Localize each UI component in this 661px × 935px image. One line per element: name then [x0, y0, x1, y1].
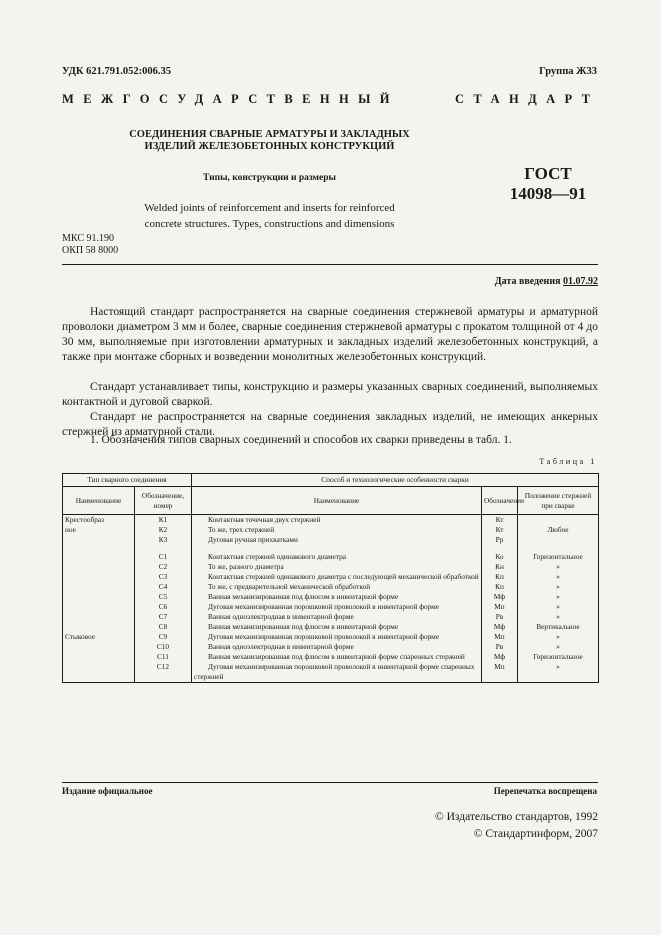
cell-position: Горизонтальное [518, 652, 599, 662]
cell-method: То же, трех стержней [192, 525, 482, 535]
cell-designation: Мп [482, 662, 518, 683]
cell-designation: Ко [482, 545, 518, 562]
cell-method: Дуговая механизированная порошковой проволокой в инвентарной форме [192, 602, 482, 612]
cell-joint-code: С3 [135, 572, 192, 582]
document-subtitle: Типы, конструкции и размеры [203, 173, 336, 183]
cell-designation: Кт [482, 515, 518, 526]
col-joint-code: Обозначение, номер [135, 487, 192, 515]
cell-joint-code: С5 [135, 592, 192, 602]
cell-designation: Кн [482, 562, 518, 572]
cell-designation: Кп [482, 582, 518, 592]
cell-method: Контактная стержней одинакового диаметра с последующей механической обработкой [192, 572, 482, 582]
header-divider [62, 264, 598, 265]
cell-joint-code: С7 [135, 612, 192, 622]
cell-position: » [518, 592, 599, 602]
table-row [63, 562, 599, 572]
cell-designation: Мп [482, 602, 518, 612]
table-row [63, 632, 599, 642]
table-row [63, 622, 599, 632]
cell-position: Вертикальное [518, 622, 599, 632]
table-row [63, 525, 599, 535]
cell-position: » [518, 572, 599, 582]
standard-type-word1: МЕЖГОСУДАРСТВЕННЫЙ [62, 92, 399, 106]
okp-code: ОКП 58 8000 [62, 245, 119, 256]
cell-method: Контактная точечная двух стержней [192, 515, 482, 526]
cell-joint-code: С12 [135, 662, 192, 683]
cell-joint-code: С4 [135, 582, 192, 592]
cell-joint-code: С1 [135, 545, 192, 562]
cell-position: » [518, 602, 599, 612]
col-bar-position: Положение стержней при сварке [518, 487, 599, 515]
table-row [63, 602, 599, 612]
cell-method: Ванная механизированная под флюсом в инвентарной форме [192, 592, 482, 602]
cell-joint-code: С9 [135, 632, 192, 642]
udk-code: УДК 621.791.052:006.35 [62, 66, 171, 77]
cell-joint-type: Крестообраз [63, 515, 135, 526]
cell-designation: Кт [482, 525, 518, 535]
cell-joint-type [63, 602, 135, 612]
paragraph-establishes: Стандарт устанавливает типы, конструкцию и размеры указанных сварных соединений, выполняемых контактной и дуговой сваркой. [62, 381, 598, 408]
group-code: Группа Ж33 [539, 66, 597, 77]
cell-joint-type [63, 652, 135, 662]
cell-joint-code: С2 [135, 562, 192, 572]
cell-joint-code: К1 [135, 515, 192, 526]
cell-position [518, 535, 599, 545]
cell-joint-code: С6 [135, 602, 192, 612]
english-title-line-1: Welded joints of reinforcement and inserts for reinforced [144, 202, 395, 214]
gost-label: ГОСТ [524, 164, 572, 183]
english-title-line-2: concrete structures. Types, constructions and dimensions [144, 218, 395, 230]
table-row [63, 515, 599, 526]
cell-joint-code: С10 [135, 642, 192, 652]
col-joint-name: Наименование [63, 487, 135, 515]
official-edition-note: Издание официальное [62, 786, 153, 796]
cell-method: Дуговая механизированная порошковой проволокой в инвентарной форме [192, 632, 482, 642]
cell-joint-code: К2 [135, 525, 192, 535]
title-line-2: ИЗДЕЛИЙ ЖЕЛЕЗОБЕТОННЫХ КОНСТРУКЦИЙ [144, 141, 395, 152]
cell-designation: Кп [482, 572, 518, 582]
cell-joint-type [63, 662, 135, 683]
cell-method: Ванная одноэлектродная в инвентарной форме [192, 642, 482, 652]
cell-position: » [518, 632, 599, 642]
cell-joint-type [63, 572, 135, 582]
cell-position: » [518, 662, 599, 683]
cell-joint-type [63, 582, 135, 592]
title-line-1: СОЕДИНЕНИЯ СВАРНЫЕ АРМАТУРЫ И ЗАКЛАДНЫХ [129, 129, 410, 140]
header-welding-method: Способ и технологические особенности сварки [192, 474, 599, 487]
cell-method: Ванная механизированная под флюсом в инвентарной форме спаренных стержней [192, 652, 482, 662]
table-row [63, 662, 599, 683]
table-row [63, 545, 599, 562]
copyright-line-1: © Издательство стандартов, 1992 [434, 811, 598, 823]
cell-method: Дуговая механизированная порошковой проволокой в инвентарной форме спаренных стержней [192, 662, 482, 683]
cell-method: То же, разного диаметра [192, 562, 482, 572]
table-caption: Таблица 1 [539, 457, 597, 466]
copyright-block [435, 809, 598, 843]
paragraph-scope: Настоящий стандарт распространяется на сварные соединения стержневой арматуры и арматурной проволоки диаметром 3 мм и более, сварные соединения стержневой арматуры с прокатом толщиной от 4 до 30 мм, выполняемые при изготовлении арматурных и закладных изделий железобетонных конструкций, а также при монтаже сборных и возведении монолитных железобетонных конструкций. [62, 306, 598, 363]
cell-joint-type [63, 592, 135, 602]
reprint-prohibited-note: Перепечатка воспрещена [493, 786, 597, 796]
cell-joint-type [63, 562, 135, 572]
cell-position [518, 515, 599, 526]
cell-method: Ванная одноэлектродная в инвентарной форме [192, 612, 482, 622]
document-title [62, 129, 477, 153]
cell-method: Дуговая ручная прихватками [192, 535, 482, 545]
cell-joint-type [63, 622, 135, 632]
table-row [63, 612, 599, 622]
cell-position: Любое [518, 525, 599, 535]
col-method-designation: Обозначение [482, 487, 518, 515]
cell-designation: Рв [482, 612, 518, 622]
cell-method: Контактная стержней одинакового диаметра [192, 545, 482, 562]
cell-designation: Мф [482, 652, 518, 662]
cell-joint-type [63, 545, 135, 562]
cell-joint-code: С8 [135, 622, 192, 632]
gost-number [478, 164, 618, 204]
cell-joint-type [63, 612, 135, 622]
weld-types-table [62, 473, 599, 683]
paragraph-item-1: 1. Обозначения типов сварных соединений и способов их сварки приведены в табл. 1. [90, 434, 512, 446]
cell-joint-type: Стыковое [63, 632, 135, 642]
cell-position: » [518, 642, 599, 652]
cell-designation: Рр [482, 535, 518, 545]
mks-code: МКС 91.190 [62, 233, 114, 244]
cell-joint-code: С11 [135, 652, 192, 662]
introduction-date-value: 01.07.92 [563, 276, 598, 287]
cell-designation: Мф [482, 622, 518, 632]
cell-position: » [518, 582, 599, 592]
table-row [63, 572, 599, 582]
col-method-name: Наименование [192, 487, 482, 515]
table-row [63, 592, 599, 602]
introduction-date-label: Дата введения [494, 276, 561, 287]
cell-designation: Рв [482, 642, 518, 652]
cell-joint-code: К3 [135, 535, 192, 545]
cell-designation: Мп [482, 632, 518, 642]
cell-joint-type: ное [63, 525, 135, 535]
table-row [63, 652, 599, 662]
introduction-date [495, 276, 598, 287]
cell-joint-type [63, 642, 135, 652]
paragraph-exclusion: Стандарт не распространяется на сварные соединения закладных изделий, не имеющих анкерных стержней из арматурной стали. [62, 411, 598, 438]
cell-position: » [518, 612, 599, 622]
header-joint-type: Тип сварного соединения [63, 474, 192, 487]
standard-type-word2: СТАНДАРТ [455, 92, 600, 106]
cell-designation: Мф [482, 592, 518, 602]
gost-code: 14098—91 [509, 184, 587, 203]
copyright-line-2: © Стандартинформ, 2007 [473, 828, 598, 840]
table-row [63, 535, 599, 545]
cell-position: Горизонтальное [518, 545, 599, 562]
cell-joint-type [63, 535, 135, 545]
cell-position: » [518, 562, 599, 572]
table-row [63, 642, 599, 652]
table-row [63, 582, 599, 592]
cell-method: То же, с предварительной механической обработкой [192, 582, 482, 592]
classification-codes [62, 233, 118, 257]
english-title [62, 200, 477, 232]
cell-method: Ванная механизированная под флюсом в инвентарной форме [192, 622, 482, 632]
footer-divider [62, 782, 598, 783]
